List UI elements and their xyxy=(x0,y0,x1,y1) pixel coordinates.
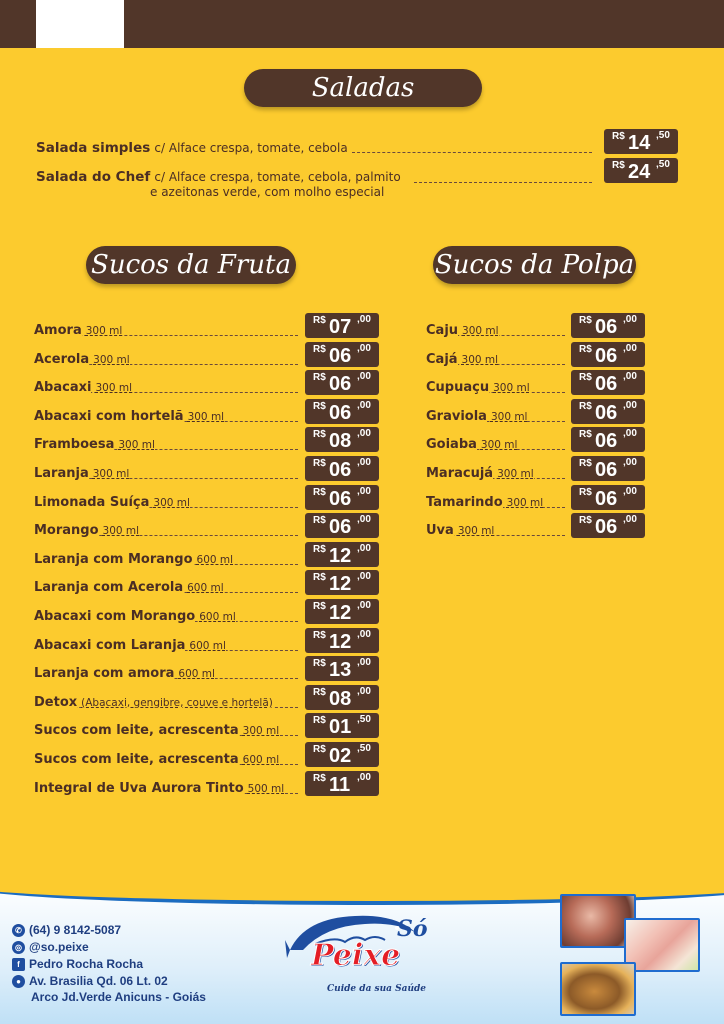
price-tag: R$ 01 ,50 xyxy=(305,713,379,738)
menu-item xyxy=(426,466,534,482)
item-volume: 300 ml xyxy=(187,410,225,423)
item-name: Framboesa xyxy=(34,437,115,453)
item-name: Laranja xyxy=(34,466,89,481)
price-tag: R$ 12 ,00 xyxy=(305,599,379,624)
item-volume: 600 ml xyxy=(178,668,215,681)
menu-item xyxy=(34,437,155,453)
menu-item xyxy=(34,638,226,654)
section-title-saladas: Saladas xyxy=(244,69,482,107)
brand-logo xyxy=(285,908,445,998)
item-name: Laranja com Acerola xyxy=(34,580,184,596)
section-title-sucos-polpa: Sucos da Polpa xyxy=(433,246,636,284)
price-tag: R$ 06 ,00 xyxy=(305,485,379,510)
contact-facebook: f Pedro Rocha Rocha xyxy=(12,956,143,972)
salad-item xyxy=(36,170,401,200)
item-volume: 300 ml xyxy=(92,468,130,480)
item-volume: 300 ml xyxy=(93,353,130,366)
price-tag: R$ 06 ,00 xyxy=(571,456,645,481)
item-volume: 300 ml xyxy=(242,725,280,738)
contact-address-line2: Arco Jd.Verde Anicuns - Goiás xyxy=(31,990,206,1004)
item-name: Cajá xyxy=(426,351,458,367)
item-name: Graviola xyxy=(426,408,487,424)
item-volume: 300 ml xyxy=(118,439,155,452)
item-name: Abacaxi xyxy=(34,380,92,396)
price-tag: R$ 06 ,00 xyxy=(305,399,379,424)
item-name: Detox xyxy=(34,694,78,710)
menu-item xyxy=(34,495,190,511)
item-volume: 300 ml xyxy=(461,353,499,366)
item-volume: 300 ml xyxy=(153,496,190,509)
item-name: Tamarindo xyxy=(426,494,503,510)
price-tag: R$ 08 ,00 xyxy=(305,685,379,710)
item-name: Abacaxi com Laranja xyxy=(34,637,186,653)
price-tag: R$ 06 ,00 xyxy=(571,399,645,424)
price-tag: R$ 06 ,00 xyxy=(571,427,645,452)
menu-item xyxy=(34,409,224,425)
menu-item xyxy=(426,352,498,368)
menu-item xyxy=(426,437,517,453)
logo-placeholder xyxy=(36,0,124,48)
menu-item xyxy=(34,323,122,339)
price-tag: R$ 24 ,50 xyxy=(604,158,678,183)
salad-desc-line2: e azeitonas verde, com molho especial xyxy=(150,185,385,199)
menu-item xyxy=(34,752,279,768)
menu-item xyxy=(426,495,543,511)
item-name: Integral de Uva Aurora Tinto xyxy=(34,780,244,796)
item-name: Abacaxi com Morango xyxy=(34,609,196,624)
top-bar xyxy=(0,0,724,48)
price-tag: R$ 06 ,00 xyxy=(305,456,379,481)
item-name: Morango xyxy=(34,523,99,539)
brand-peixe: Peixe xyxy=(311,938,401,973)
item-name: Amora xyxy=(34,323,82,338)
item-volume: 300 ml xyxy=(85,325,123,337)
item-name: Acerola xyxy=(34,351,90,367)
item-volume: 600 ml xyxy=(242,754,280,766)
price-tag: R$ 06 ,00 xyxy=(571,485,645,510)
food-photo-fried-fish xyxy=(560,962,636,1016)
item-volume: 600 ml xyxy=(189,639,226,652)
contact-instagram: ◎ @so.peixe xyxy=(12,939,89,955)
salad-desc: c/ Alface crespa, tomate, cebola, palmito xyxy=(154,170,401,184)
price-tag: R$ 11 ,00 xyxy=(305,771,379,796)
menu-item xyxy=(34,580,224,596)
price-tag: R$ 06 ,00 xyxy=(305,342,379,367)
menu-item xyxy=(426,323,499,339)
salad-name: Salada simples xyxy=(36,140,151,156)
price-tag: R$ 12 ,00 xyxy=(305,570,379,595)
item-volume: 300 ml xyxy=(462,325,499,337)
price-tag: R$ 02 ,50 xyxy=(305,742,379,767)
menu-item xyxy=(34,666,215,682)
menu-item xyxy=(34,466,129,482)
item-volume: (Abacaxi, gengibre, couve e hortelã) xyxy=(81,696,273,709)
item-name: Uva xyxy=(426,523,454,539)
item-volume: 300 ml xyxy=(102,525,140,538)
menu-item xyxy=(34,781,284,797)
item-volume: 300 ml xyxy=(506,496,544,509)
price-tag: R$ 06 ,00 xyxy=(305,513,379,538)
price-tag: R$ 08 ,00 xyxy=(305,427,379,452)
contact-phone: ✆ (64) 9 8142-5087 xyxy=(12,922,121,938)
facebook-icon: f xyxy=(12,958,25,971)
item-name: Laranja com Morango xyxy=(34,551,193,567)
price-tag: R$ 12 ,00 xyxy=(305,542,379,567)
item-volume: 600 ml xyxy=(187,582,224,595)
price-tag: R$ 14 ,50 xyxy=(604,129,678,154)
item-volume: 600 ml xyxy=(196,553,234,566)
dot-leader xyxy=(352,152,592,153)
salad-item xyxy=(36,141,348,156)
price-tag: R$ 12 ,00 xyxy=(305,628,379,653)
item-name: Laranja com amora xyxy=(34,666,175,682)
brand-so: Só xyxy=(397,916,428,942)
menu-item xyxy=(426,523,494,539)
item-name: Sucos com leite, acrescenta xyxy=(34,723,239,739)
price-tag: R$ 06 ,00 xyxy=(571,513,645,538)
instagram-icon: ◎ xyxy=(12,941,25,954)
section-title-sucos-fruta: Sucos da Fruta xyxy=(86,246,296,284)
menu-item xyxy=(426,409,527,425)
salad-name: Salada do Chef xyxy=(36,169,151,185)
item-name: Abacaxi com hortelã xyxy=(34,408,184,424)
item-name: Limonada Suíça xyxy=(34,494,150,510)
whatsapp-icon: ✆ xyxy=(12,924,25,937)
item-volume: 300 ml xyxy=(493,382,530,395)
item-volume: 500 ml xyxy=(247,782,285,795)
item-name: Cupuaçu xyxy=(426,380,490,396)
price-tag: R$ 13 ,00 xyxy=(305,656,379,681)
item-volume: 300 ml xyxy=(457,525,495,538)
price-tag: R$ 06 ,00 xyxy=(571,370,645,395)
item-volume: 300 ml xyxy=(497,468,534,480)
price-tag: R$ 06 ,00 xyxy=(571,342,645,367)
item-volume: 300 ml xyxy=(480,439,518,452)
menu-item xyxy=(34,723,279,739)
salad-desc: c/ Alface crespa, tomate, cebola xyxy=(154,141,348,155)
item-volume: 300 ml xyxy=(490,410,528,423)
dot-leader xyxy=(414,182,592,183)
menu-item xyxy=(426,380,530,396)
price-tag: R$ 06 ,00 xyxy=(571,313,645,338)
contact-address: ● Av. Brasilia Qd. 06 Lt. 02 xyxy=(12,973,168,989)
item-volume: 300 ml xyxy=(95,382,132,395)
item-name: Maracujá xyxy=(426,466,494,481)
location-pin-icon: ● xyxy=(12,975,25,988)
menu-item xyxy=(34,609,236,625)
menu-item xyxy=(34,695,273,711)
item-name: Sucos com leite, acrescenta xyxy=(34,752,239,767)
menu-item xyxy=(34,523,139,539)
menu-item xyxy=(34,380,132,396)
menu-item xyxy=(34,552,233,568)
price-tag: R$ 06 ,00 xyxy=(305,370,379,395)
brand-slogan: Cuide da sua Saúde xyxy=(327,984,427,994)
item-volume: 600 ml xyxy=(199,611,236,623)
item-name: Goiaba xyxy=(426,437,477,453)
menu-item xyxy=(34,352,130,368)
price-tag: R$ 07 ,00 xyxy=(305,313,379,338)
item-name: Caju xyxy=(426,323,459,338)
